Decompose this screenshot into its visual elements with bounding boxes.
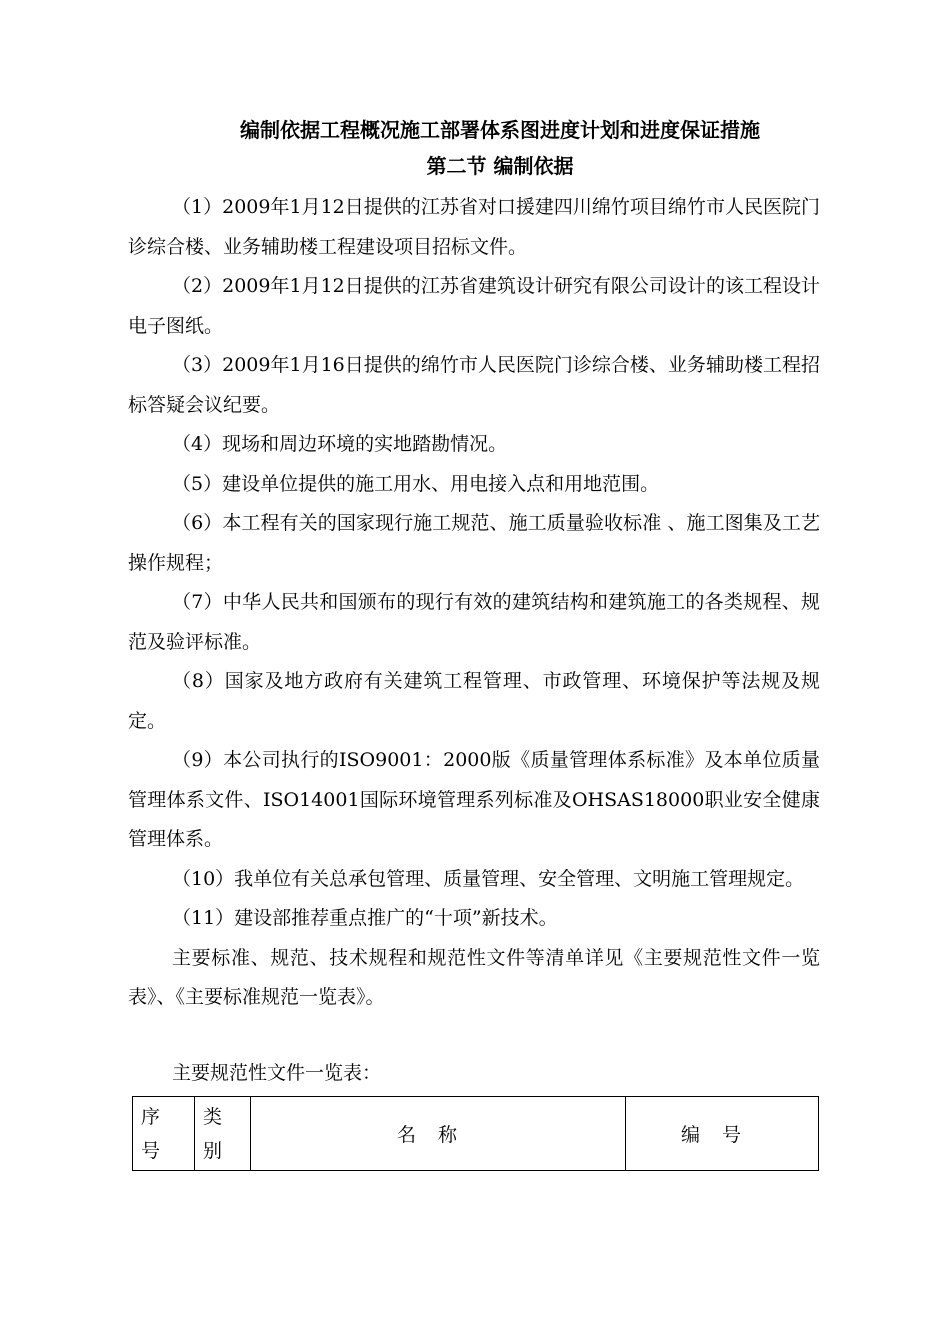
paragraph-11: （11）建设部推荐重点推广的“十项”新技术。 [172, 907, 558, 929]
table-header-row [133, 1097, 819, 1171]
paragraph-2: （2）2009年1月12日提供的江苏省建筑设计研究有限公司设计的该工程设计电子图纸。 [128, 275, 820, 337]
document-title: 编制依据工程概况施工部署体系图进度计划和进度保证措施 [240, 118, 760, 142]
section-title: 第二节 编制依据 [426, 154, 574, 178]
header-seq-line2: 号 [141, 1139, 161, 1162]
paragraph-1: （1）2009年1月12日提供的江苏省对口援建四川绵竹项目绵竹市人民医院门诊综合楼、业务辅助楼工程建设项目招标文件。 [128, 196, 820, 258]
header-category [195, 1097, 251, 1171]
paragraph-3: （3）2009年1月16日提供的绵竹市人民医院门诊综合楼、业务辅助楼工程招标答疑会议纪要。 [128, 354, 820, 416]
paragraph-4: （4）现场和周边环境的实地踏勘情况。 [172, 433, 508, 455]
header-category-line1: 类 [203, 1105, 223, 1128]
spec-documents-table [132, 1096, 819, 1171]
paragraph-8: （8）国家及地方政府有关建筑工程管理、市政管理、环境保护等法规及规定。 [128, 670, 820, 732]
header-seq [133, 1097, 195, 1171]
paragraph-6: （6）本工程有关的国家现行施工规范、施工质量验收标准 、施工图集及工艺操作规程； [128, 512, 820, 574]
paragraph-7: （7）中华人民共和国颁布的现行有效的建筑结构和建筑施工的各类规程、规范及验评标准。 [128, 591, 820, 653]
header-name: 名称 [251, 1097, 626, 1171]
body-text [128, 188, 820, 1018]
header-seq-line1: 序 [141, 1105, 161, 1128]
paragraph-9: （9）本公司执行的ISO9001：2000版《质量管理体系标准》及本单位质量管理体系文件、ISO14001国际环境管理系列标准及OHSAS18000职业安全健康管理体系。 [128, 749, 820, 850]
paragraph-summary: 主要标准、规范、技术规程和规范性文件等清单详见《主要规范性文件一览表》、《主要标准规范一览表》。 [128, 946, 820, 1008]
paragraph-5: （5）建设单位提供的施工用水、用电接入点和用地范围。 [172, 472, 660, 495]
paragraph-10: （10）我单位有关总承包管理、质量管理、安全管理、文明施工管理规定。 [172, 867, 805, 890]
table-caption: 主要规范性文件一览表： [172, 1062, 382, 1084]
header-category-line2: 别 [203, 1139, 223, 1162]
header-number: 编号 [626, 1097, 819, 1171]
